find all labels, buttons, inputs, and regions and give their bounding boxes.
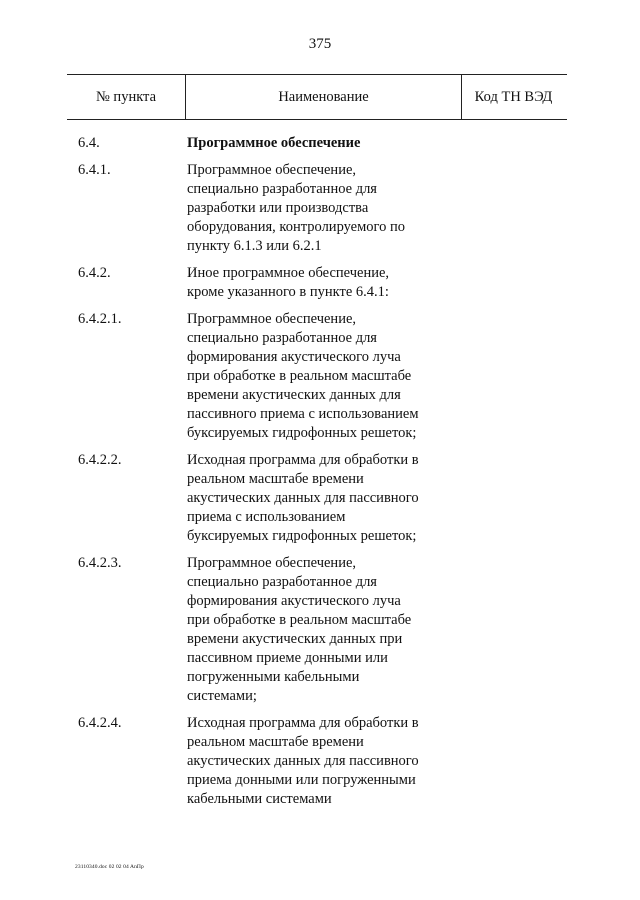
- column-header-number: № пункта: [95, 89, 157, 105]
- item-name: Программное обеспечение: [187, 135, 361, 151]
- item-number: 6.4.2.3.: [78, 555, 122, 571]
- item-name: Программное обеспечение, специально разработанное для формирования акустического луча при обработке в реальном масштабе времени акустических данных при пассивном приеме донными или погруженными кабельными системами;: [187, 555, 412, 704]
- item-name: Иное программное обеспечение, кроме указанного в пункте 6.4.1:: [187, 265, 390, 300]
- item-number: 6.4.2.1.: [78, 311, 122, 327]
- table-row: [78, 451, 558, 546]
- item-name: Программное обеспечение, специально разработанное для формирования акустического луча при обработке в реальном масштабе времени акустических данных для пассивного приема с использованием буксируемых гидрофонных решеток;: [187, 311, 419, 441]
- item-number: 6.4.1.: [78, 162, 111, 178]
- document-footer: 23110340.doc 02 02 04 AnПр: [75, 864, 144, 870]
- table-row: [78, 161, 558, 256]
- table-row: [78, 264, 558, 302]
- item-number: 6.4.2.2.: [78, 452, 122, 468]
- item-name: Исходная программа для обработки в реальном масштабе времени акустических данных для пассивного приема с использованием буксируемых гидрофонных решеток;: [187, 452, 419, 544]
- item-name: Исходная программа для обработки в реальном масштабе времени акустических данных для пассивного приема донными или погруженными кабельными системами: [187, 715, 419, 807]
- table-row: [78, 554, 558, 706]
- column-header-name: Наименование: [185, 75, 462, 119]
- item-name: Программное обеспечение, специально разработанное для разработки или производства оборудования, контролируемого по пункту 6.1.3 или 6.2.1: [187, 162, 406, 254]
- table-row: [78, 310, 558, 443]
- column-header-code: Код ТН ВЭД: [474, 89, 553, 105]
- item-number: 6.4.2.4.: [78, 715, 122, 731]
- table-header: [67, 74, 567, 120]
- item-number: 6.4.: [78, 135, 100, 151]
- table-row: [78, 714, 558, 809]
- page-number: 375: [308, 36, 332, 52]
- table-body: [78, 134, 558, 817]
- table-row: [78, 134, 558, 153]
- item-number: 6.4.2.: [78, 265, 111, 281]
